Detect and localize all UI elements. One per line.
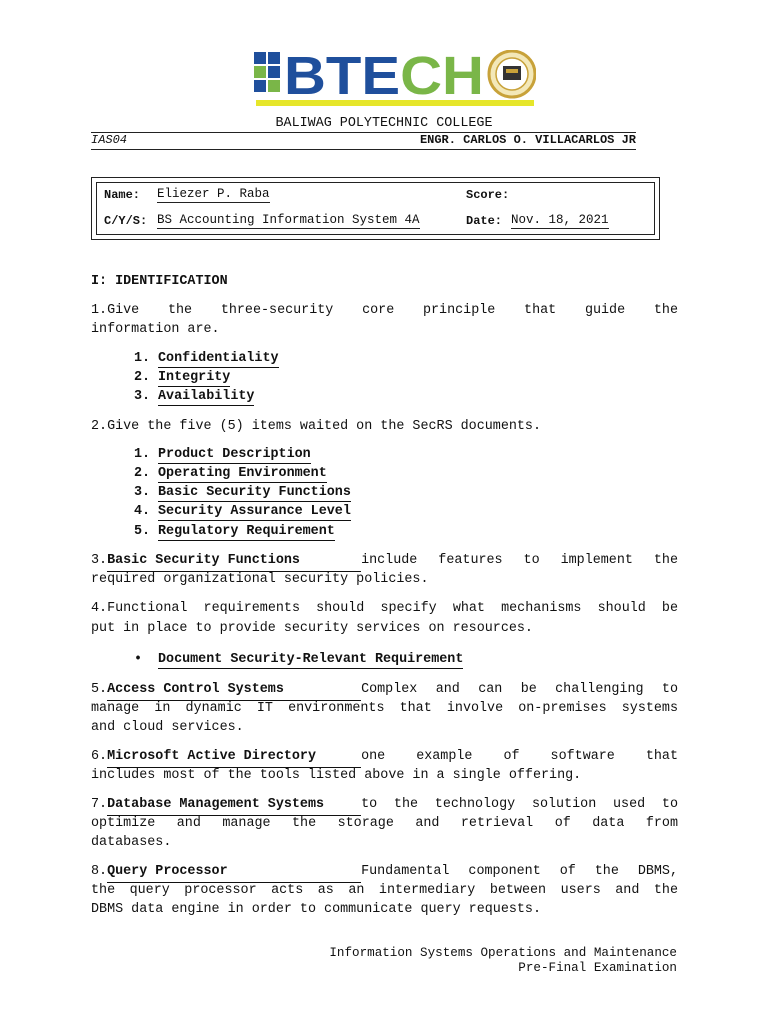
question-text: one example of software that [361,749,678,764]
answer-text: Operating Environment [158,466,327,481]
question-6-line-1 [91,747,678,768]
question-6-line-2: includes most of the tools listed above in a single offering. [91,768,582,783]
btech-logo [254,50,536,108]
question-1-line-2: information are. [91,322,220,337]
list-item [134,447,311,462]
footer-course-title: Information Systems Operations and Maintenance [329,946,677,960]
answer-text: Regulatory Requirement [158,524,335,539]
question-7-line-2: optimize and manage the storage and retrieval of data from [91,816,678,831]
question-number: 6. [91,749,108,764]
section-title: I: IDENTIFICATION [91,274,228,289]
list-item [134,524,335,539]
answer-text: Basic Security Functions [158,485,351,500]
answer-text: Product Description [158,447,311,462]
logo-grid-icon [254,52,280,92]
question-1-line-1: 1.Give the three-security core principle that guide the [91,303,678,318]
list-number: 5. [134,524,151,539]
question-2-prompt: 2.Give the five (5) items waited on the SecRS documents. [91,419,541,434]
college-seal-icon [489,51,535,97]
answer-text: Integrity [158,370,231,385]
question-number: 7. [91,797,108,812]
list-number: 2. [134,466,151,481]
name-value: Eliezer P. Raba [157,187,270,201]
question-3-line-1 [91,551,678,572]
question-text: include features to implement the [361,553,678,568]
answer-text: Availability [158,389,255,404]
footer-exam-title: Pre-Final Examination [518,961,677,975]
list-item [134,351,279,366]
question-number: 8. [91,864,108,879]
date-label: Date: [466,214,503,228]
question-8-line-3: DBMS data engine in order to communicate query requests. [91,902,541,917]
list-number: 3. [134,485,151,500]
question-5-line-1 [91,680,678,701]
name-label: Name: [104,188,141,202]
answer-text: Confidentiality [158,351,279,366]
question-number: 3. [91,553,108,568]
bullet-icon: • [134,652,143,667]
list-item [134,466,327,481]
answer-text: Document Security-Relevant Requirement [158,652,464,667]
cys-value: BS Accounting Information System 4A [157,213,420,227]
list-number: 4. [134,504,151,519]
list-number: 1. [134,447,151,462]
list-number: 3. [134,389,151,404]
answer-blank: Query Processor [107,862,361,883]
cys-label: C/Y/S: [104,214,148,228]
date-value: Nov. 18, 2021 [511,213,609,227]
question-4-line-2: put in place to provide security services on resources. [91,621,533,636]
list-item [134,389,254,404]
question-7-line-3: databases. [91,835,172,850]
instructor-name: ENGR. CARLOS O. VILLACARLOS JR [419,133,636,147]
list-number: 1. [134,351,151,366]
question-5-line-2: manage in dynamic IT environments that involve on-premises systems [91,701,678,716]
question-4-line-1: 4.Functional requirements should specify what mechanisms should be [91,601,678,616]
question-text: Complex and can be challenging to [361,682,678,697]
question-7-line-1 [91,795,678,816]
answer-blank: Database Management Systems [107,795,361,816]
answer-text: Security Assurance Level [158,504,351,519]
college-name: BALIWAG POLYTECHNIC COLLEGE [275,116,493,131]
answer-blank: Microsoft Active Directory [107,747,361,768]
answer-blank: Access Control Systems [107,680,361,701]
question-text: to the technology solution used to [361,797,678,812]
question-8-line-1 [91,862,678,883]
list-number: 2. [134,370,151,385]
list-item [134,370,230,385]
question-text: Fundamental component of the DBMS, [361,864,678,879]
question-5-line-3: and cloud services. [91,720,244,735]
question-number: 5. [91,682,108,697]
list-item [134,504,351,519]
bullet-item [134,652,463,667]
footer [329,946,677,976]
course-code: IAS04 [91,133,128,147]
header-rule [91,149,636,150]
answer-blank: Basic Security Functions [107,551,361,572]
question-3-line-2: required organizational security policies. [91,572,429,587]
logo-text: BTECH [284,50,482,106]
list-item [134,485,351,500]
score-label: Score: [466,188,510,202]
question-8-line-2: the query processor acts as an intermediary between users and the [91,883,678,898]
